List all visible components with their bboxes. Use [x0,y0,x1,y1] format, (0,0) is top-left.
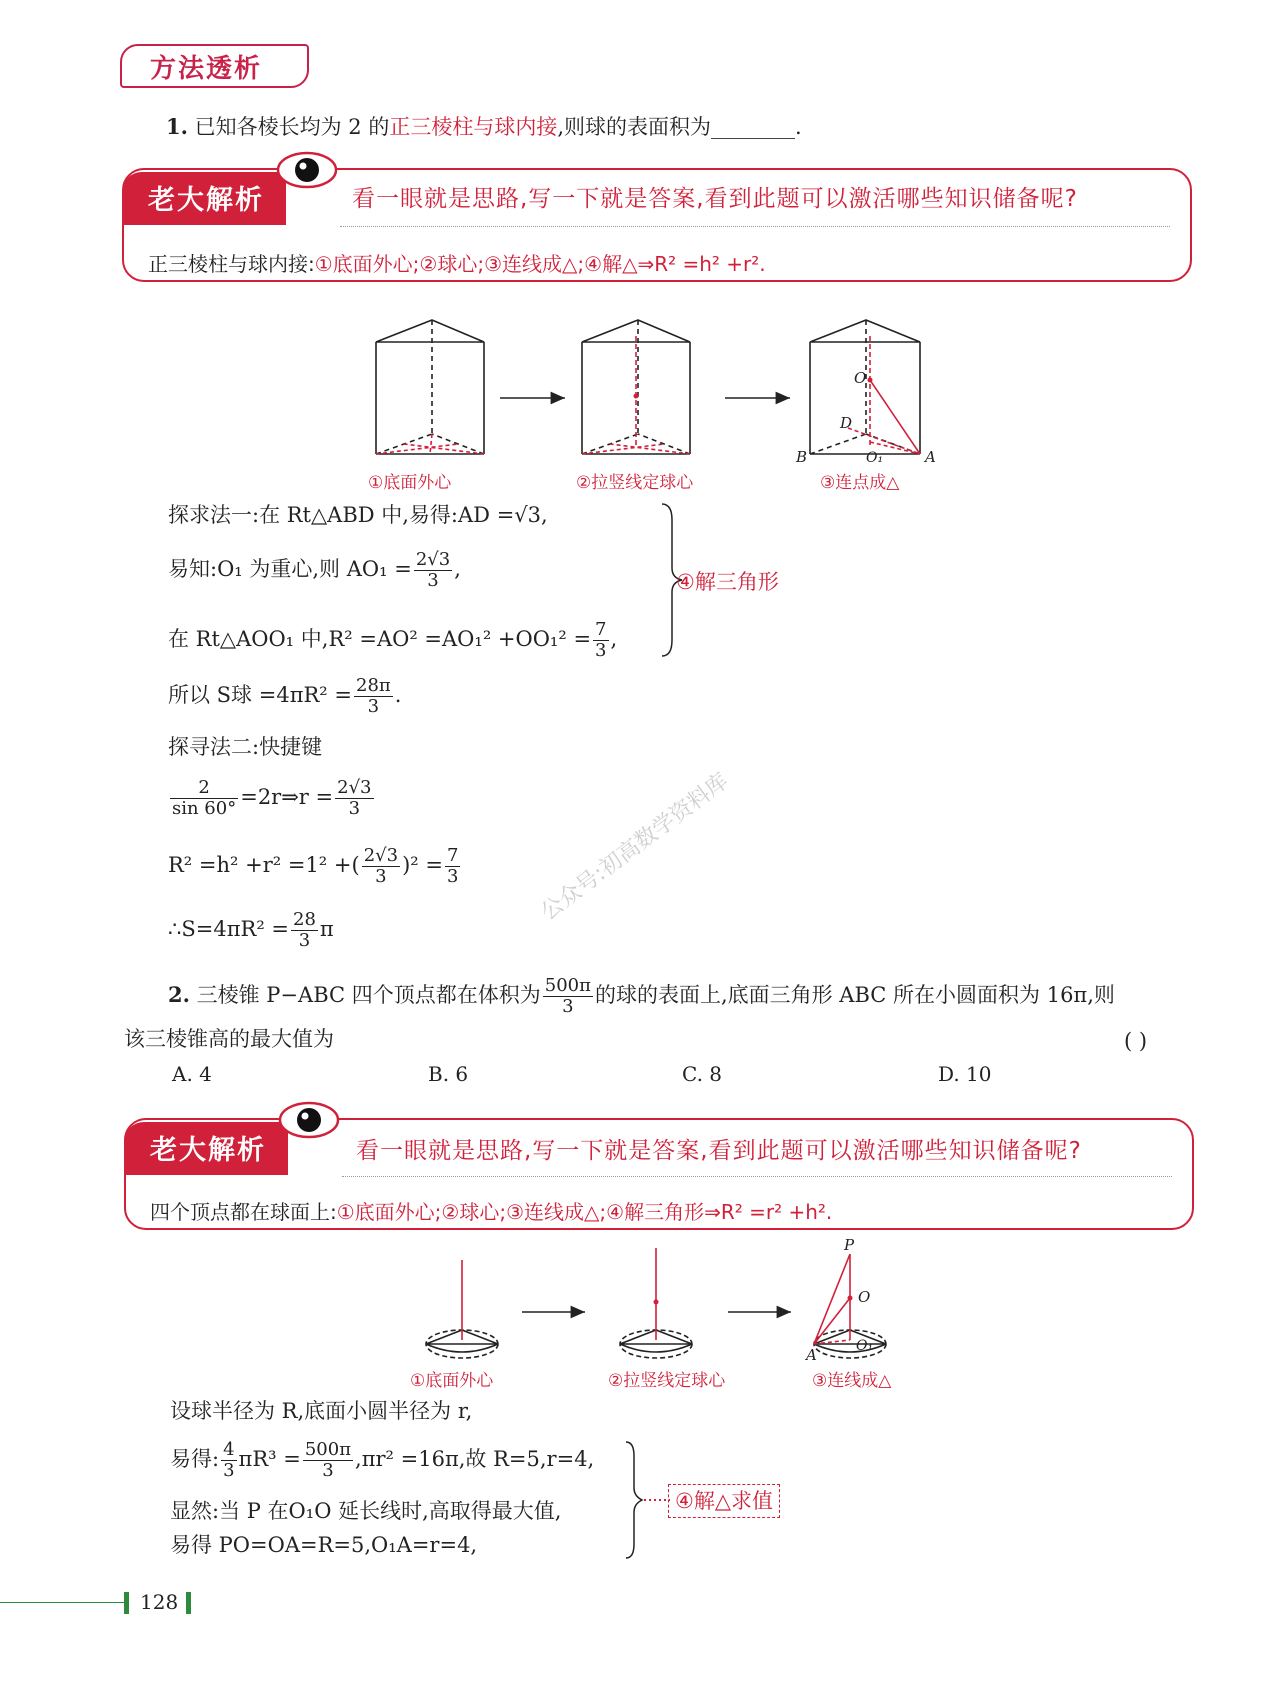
fraction: $\frac{28\pi}{3}$ [356,675,391,717]
footer-bar-right [186,1592,191,1614]
analysis-tag-1: 老大解析 [122,172,286,225]
option-c: C. 8 [682,1062,723,1086]
answer-paren: ( ) [1124,1029,1148,1053]
method-2-line-3: ∴S=4πR² = $\frac{28}{3}$ π [168,909,334,951]
fraction: $\frac{2√3}{3}$ [337,777,372,819]
method-2-line-2: R² =h² +r² =1² +( $\frac{2√3}{3}$ )² = $\frac{7}{3}$ [168,845,459,887]
analysis-headline-2: 看一眼就是思路,写一下就是答案,看到此题可以激活哪些知识储备呢? [356,1138,1082,1164]
pyramid-1 [426,1260,498,1358]
page-number: 128 [140,1590,179,1614]
section-title: 方法透析 [150,54,263,84]
prism-3 [810,320,920,454]
solution-2-line-4: 易得 PO=OA=R=5,O₁A=r=4, [170,1533,478,1557]
solution-1-method-2: 探寻法二:快捷键 [168,735,323,759]
analysis-tag-2: 老大解析 [124,1122,288,1175]
analysis-headline-1: 看一眼就是思路,写一下就是答案,看到此题可以激活哪些知识储备呢? [352,186,1078,212]
watermark: 公众号:初高数学资料库 [536,768,734,926]
solution-1-line-2: 易知:O₁ 为重心,则 AO₁ = $\frac{2√3}{3}$ , [168,549,461,591]
label-D: D [840,414,853,432]
divider [342,1176,1172,1177]
fraction: $\frac{500\pi}{3}$ [544,975,591,1017]
solution-2-line-1: 设球半径为 R,底面小圆半径为 r, [170,1399,473,1423]
question-1-pre: 已知各棱长均为 2 的 [194,115,390,139]
question-2-line-2: 该三棱锥高的最大值为 [124,1027,334,1051]
figure-2-pyramids [410,1236,930,1376]
fraction: $\frac{2}{\sin 60^\circ}$ [172,777,237,819]
fraction: $\frac{4}{3}$ [223,1439,235,1481]
analysis-body-1 [148,248,766,277]
fraction: $\frac{7}{3}$ [595,619,607,661]
analysis-1-steps: ①底面外心;②球心;③连线成△;④解△⇒R² =h² +r². [314,252,766,276]
figure-2-caption-2: ②拉竖线定球心 [608,1371,726,1391]
label-A: A [806,1346,817,1364]
label-P: P [844,1236,855,1254]
brace-label-1: ④解三角形 [676,570,779,594]
prism-1 [376,320,484,454]
footer-rule [0,1602,126,1603]
figure-2-caption-3: ③连线成△ [812,1371,892,1391]
solution-1-line-3: 在 Rt△AOO₁ 中,R² =AO² =AO₁² +OO₁² = $\frac{7}{3}$ , [168,619,618,661]
divider [340,226,1170,227]
section-title-tab [120,44,309,88]
analysis-body-2: 四个顶点都在球面上:①底面外心;②球心;③连线成△;④解三角形⇒R² =r² +h². [150,1200,833,1224]
fraction: $\frac{2√3}{3}$ [415,549,451,591]
brace-2 [622,1438,672,1562]
solution-2-line-3: 显然:当 P 在O₁O 延长线时,高取得最大值, [170,1499,562,1523]
figure-1-caption-3: ③连点成△ [820,473,900,493]
fraction: $\frac{7}{3}$ [446,845,459,887]
solution-1-line-1: 探求法一:在 Rt△ABD 中,易得:AD =√3, [168,503,548,527]
option-a: A. 4 [172,1062,212,1086]
label-O: O [854,369,867,387]
option-d: D. 10 [938,1062,992,1086]
question-1 [166,112,802,142]
question-1-number: 1. [166,114,188,139]
fraction: $\frac{2√3}{3}$ [363,845,399,887]
analysis-1-label: 正三棱柱与球内接: [148,252,315,276]
prism-2 [582,320,690,454]
eye-icon [278,1100,340,1140]
figure-1-caption-2: ②拉竖线定球心 [576,473,694,493]
solution-2-line-2: 易得: $\frac{4}{3}$ πR³ = $\frac{500\pi}{3}$ ,πr² =16π,故 R=5,r=4, [170,1439,595,1481]
side-label-2: ④解△求值 [668,1484,780,1518]
figure-2-caption-1: ①底面外心 [410,1371,494,1391]
fraction: $\frac{28}{3}$ [293,909,316,951]
option-b: B. 6 [428,1062,469,1086]
figure-1-prisms [360,310,960,470]
footer-bar-left [124,1592,129,1614]
pyramid-2 [620,1248,692,1358]
eye-icon [276,150,338,190]
label-A: A [925,448,936,466]
label-O1: O₁ [866,450,884,466]
question-2-line-1: 2. 三棱锥 P−ABC 四个顶点都在体积为 $\frac{500\pi}{3}$ 的球的表面上,底面三角形 ABC 所在小圆面积为 16π,则 [168,975,1115,1017]
label-O1: O₁ [856,1338,874,1354]
solution-1-line-4: 所以 S球 =4πR² = $\frac{28\pi}{3}$ . [168,675,402,717]
label-O: O [858,1288,871,1306]
question-1-post: ,则球的表面积为________. [557,115,802,139]
figure-1-caption-1: ①底面外心 [368,473,452,493]
pyramid-3 [814,1254,886,1358]
question-1-highlight: 正三棱柱与球内接 [389,115,558,139]
label-B: B [796,448,808,466]
method-2-line-1: $\frac{2}{\sin 60^\circ}$ =2r⇒r = $\frac{2√3}{3}$ [172,777,372,819]
fraction: $\frac{500\pi}{3}$ [304,1439,352,1481]
